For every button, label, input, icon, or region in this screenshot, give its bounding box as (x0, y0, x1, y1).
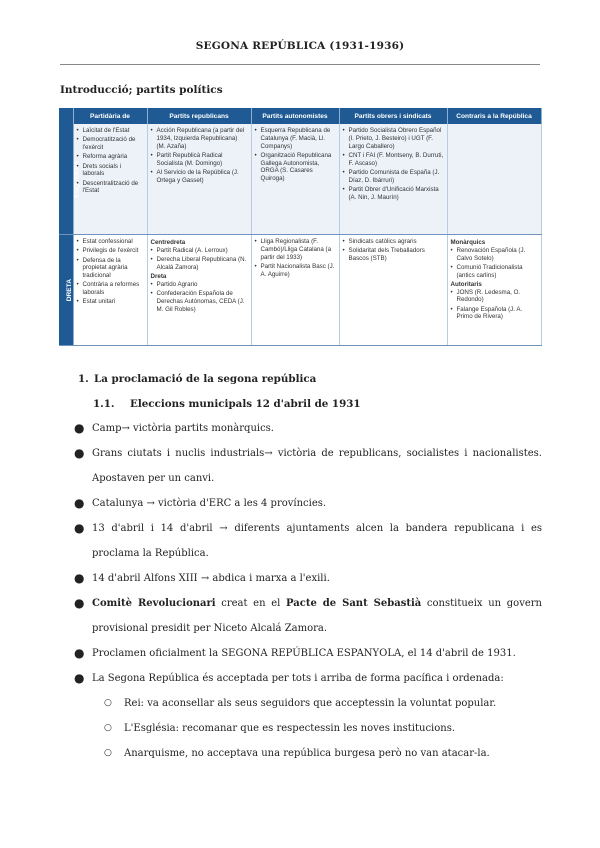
subsection-title: Eleccions municipals 12 d'abril de 1931 (130, 398, 361, 410)
list-item (60, 666, 542, 766)
list-item: • Defensa de la propietat agrària tradicional (83, 257, 144, 280)
list-item: • Descentralització de l'Estat (83, 180, 144, 196)
bullet-icon: ● (74, 421, 85, 435)
bullet-text: constitueix un govern provisional presidit per Niceto Alcalá Zamora. (92, 598, 542, 634)
bullet-icon: ● (74, 521, 85, 535)
cell-dre-republicans (147, 235, 251, 346)
cell-dre-autonomistes (251, 235, 339, 346)
table-header-row (59, 108, 541, 124)
list-item: • Partit Republicà Radical Socialista (M. Domingo) (157, 152, 248, 168)
list-item: • Comunió Tradicionalista (antics carlins) (457, 264, 538, 280)
list-item: • Drets socials i laborals (83, 163, 144, 179)
bullet-text: Catalunya → victòria d'ERC a les 4 províncies. (92, 498, 327, 509)
sub-bullet-text: Anarquisme, no acceptava una república burgesa però no van atacar-la. (124, 748, 490, 759)
parties-table (59, 108, 542, 346)
list-item: • Democratització de l'exèrcit (83, 136, 144, 152)
circle-bullet-icon: ○ (104, 748, 112, 758)
cell-esq-autonomistes (251, 124, 339, 235)
section-number: 1. (78, 373, 89, 385)
list-item: • Contrària a reformes laborals (83, 281, 144, 297)
list-item: • Laïcitat de l'Estat (83, 127, 144, 135)
group-heading: Dreta (150, 273, 167, 280)
list-item: • Partido Agrario (157, 281, 248, 289)
row-label-dreta: DRETA (66, 278, 73, 302)
cell-esq-obrers (339, 124, 447, 235)
row-label-cell (59, 124, 81, 235)
bullet-icon: ● (74, 596, 85, 610)
sub-bullet-list (92, 691, 542, 766)
intro-heading: Introducció; partits polítics (60, 84, 223, 96)
list-item: • Al Servicio de la República (J. Ortega y Gasset) (157, 169, 248, 185)
list-item (60, 641, 542, 666)
list-item: • Partido Comunista de España (J. Díaz, D. Ibárruri) (349, 169, 444, 185)
sub-bullet-text: L'Església: recomanar que es respectessin les noves institucions. (124, 723, 456, 734)
list-item: • Renovación Española (J. Calvo Sotelo) (457, 247, 538, 263)
page-title: SEGONA REPÚBLICA (1931-1936) (195, 40, 405, 52)
subsection-heading (93, 398, 573, 410)
list-item: • Partit Radical (A. Lerroux) (157, 247, 248, 255)
list-item: • Derecha Liberal Republicana (N. Alcalá Zamora) (157, 256, 248, 272)
col-header-republicans: Partits republicans (147, 108, 251, 124)
subsection-number: 1.1. (93, 398, 115, 410)
cell-esq-republicans (147, 124, 251, 235)
list-item: • Sindicats catòlics agraris (349, 238, 444, 246)
bullet-icon: ● (74, 571, 85, 585)
col-header-autonomistes: Partits autonomistes (251, 108, 339, 124)
list-item: • Partit Nacionalista Basc (J. A. Aguirre) (261, 263, 336, 279)
sub-bullet-text: Rei: va aconsellar als seus seguidors que acceptessin la voluntat popular. (124, 698, 497, 709)
bullet-text: 13 d'abril i 14 d'abril → diferents ajuntaments alcen la bandera republicana i es proclama la República. (92, 523, 542, 559)
cell-dre-obrers (339, 235, 447, 346)
title-divider (60, 64, 540, 65)
sub-list-item (92, 716, 542, 741)
bullet-icon: ● (74, 646, 85, 660)
list-item: • Confederación Española de Derechas Autónomas, CEDA (J. M. Gil Robles) (157, 290, 248, 313)
bullet-text: La Segona República és acceptada per tots i arriba de forma pacífica i ordenada: (92, 673, 504, 684)
list-item: • Falange Española (J. A. Primo de Rivera) (457, 306, 538, 322)
list-item: • Organització Republicana Gallega Autonomista, ORGA (S. Casares Quiroga) (261, 152, 336, 183)
col-header-side (59, 108, 73, 124)
list-item: • Solidaritat dels Treballadors Bascos (STB) (349, 247, 444, 263)
cell-dre-partidaria (73, 235, 147, 346)
cell-esq-partidaria (73, 124, 147, 235)
bullet-text: creat en el (215, 598, 286, 609)
list-item (60, 591, 542, 641)
bullet-icon: ● (74, 446, 85, 460)
group-heading: Centredreta (150, 239, 186, 246)
circle-bullet-icon: ○ (104, 723, 112, 733)
col-header-contraris: Contraris a la República (447, 108, 541, 124)
table-row-dreta (59, 235, 541, 346)
cell-esq-contraris (447, 124, 541, 235)
bullet-text: Proclamen oficialment la SEGONA REPÚBLICA ESPANYOLA, el 14 d'abril de 1931. (92, 648, 516, 659)
row-label-cell (59, 235, 73, 346)
section-heading (78, 373, 558, 385)
section-title: La proclamació de la segona república (94, 373, 317, 385)
list-item: • JONS (R. Ledesma, O. Redondo) (457, 289, 538, 305)
bullet-text: 14 d'abril Alfons XIII → abdica i marxa a l'exili. (92, 573, 330, 584)
bold-term: Comitè Revolucionari (92, 598, 216, 609)
list-item: • Privilegis de l'exèrcit (83, 247, 144, 255)
col-header-partidaria: Partidària de (73, 108, 147, 124)
bullet-list (60, 416, 542, 766)
list-item (60, 516, 542, 566)
col-header-obrers: Partits obrers i sindicats (339, 108, 447, 124)
cell-dre-contraris (447, 235, 541, 346)
list-item: • Estat unitari (83, 298, 144, 306)
list-item (60, 491, 542, 516)
group-heading: Autoritaris (450, 280, 482, 288)
list-item (60, 416, 542, 441)
list-item: • Reforma agrària (83, 153, 144, 161)
group-heading: Monàrquics (450, 239, 486, 246)
bullet-icon: ● (74, 496, 85, 510)
bold-term: Pacte de Sant Sebastià (286, 598, 422, 609)
sub-list-item (92, 691, 542, 716)
bullet-text: Grans ciutats i nuclis industrials→ victòria de republicans, socialistes i nacionalistes. Apostaven per un canvi. (92, 448, 542, 484)
list-item: • Estat confessional (83, 238, 144, 246)
list-item (60, 566, 542, 591)
list-item (60, 441, 542, 491)
list-item: • Esquerra Republicana de Catalunya (F. Macià, Ll. Companys) (261, 127, 336, 150)
list-item: • Lliga Regionalista (F. Cambó)/Lliga Catalana (a partir del 1933) (261, 238, 336, 261)
list-item: • CNT i FAI (F. Montseny, B. Durruti, F. Ascaso) (349, 152, 444, 168)
list-item: • Partit Obrer d'Unificació Marxista (A. Nin, J. Maurín) (349, 186, 444, 202)
table-row-esquerra (59, 124, 541, 235)
row-label-esquerra: ESQUERRA (73, 160, 81, 198)
sub-list-item (92, 741, 542, 766)
bullet-icon: ● (74, 671, 85, 685)
list-item: • Acción Republicana (a partir del 1934, Izquierda Republicana) (M. Azaña) (157, 127, 248, 150)
circle-bullet-icon: ○ (104, 698, 112, 708)
bullet-text: Camp→ victòria partits monàrquics. (92, 423, 274, 434)
list-item: • Partido Socialista Obrero Español (I. Prieto, J. Besteiro) i UGT (F. Largo Caballero) (349, 127, 444, 150)
